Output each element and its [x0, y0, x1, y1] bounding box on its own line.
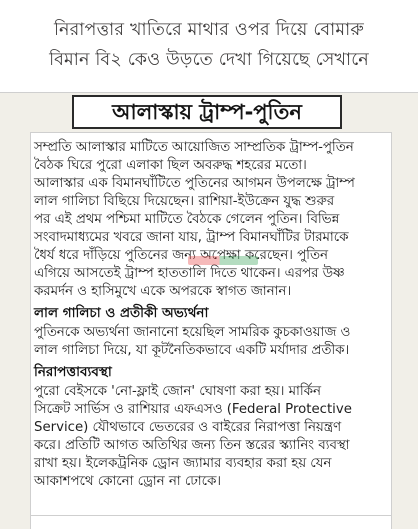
body-line: সম্প্রতি আলাস্কার মাটিতে আয়োজিত সাম্প্রতিক ট্রাম্প-পুতিন	[34, 140, 354, 155]
body-line: সিক্রেট সার্ভিস ও রাশিয়ার এফএসও (Federal Protective	[34, 402, 352, 417]
body-line: আকাশপথে কোনো ড্রোন না ঢোকে।	[34, 474, 222, 489]
headline: আলাস্কায় ট্রাম্প-পুতিন	[112, 100, 302, 124]
body-line: সংবাদমাধ্যমের খবরে জানা যায়, ট্রাম্প বিমানঘাঁটির টারমাকে	[34, 230, 349, 245]
article-panel-bottom	[30, 516, 392, 529]
body-line: এগিয়ে আসতেই ট্রাম্প হাততালি দিতে থাকেন। এরপর উষ্ণ	[34, 266, 345, 281]
body-line: পর এই প্রথম পশ্চিমা মাটিতে বৈঠকে গেলেন পুতিন। বিভিন্ন	[34, 212, 340, 227]
body-line: পুতিনকে অভ্যর্থনা জানানো হয়েছিল সামরিক কুচকাওয়াজ ও	[34, 325, 351, 340]
body-line: রাখা হয়। ইলেকট্রনিক ড্রোন জ্যামার ব্যবহার করা হয় যেন	[34, 456, 332, 471]
section-heading-red-carpet: লাল গালিচা ও প্রতীকী অভ্যর্থনা	[34, 305, 209, 321]
body-line: আলাস্কার এক বিমানঘাঁটিতে পুতিনের আগমন উপলক্ষে ট্রাম্প	[34, 176, 355, 191]
body-line: বৈঠক ঘিরে পুরো এলাকা ছিল অবরুদ্ধ শহরের মতো।	[34, 158, 307, 173]
caption-line-2: বিমান বি২ কেও উড়তে দেখা গিয়েছে সেখানে	[49, 50, 369, 70]
headline-box	[72, 95, 342, 129]
section-heading-security: নিরাপত্তাব্যবস্থা	[34, 364, 112, 380]
photo-caption	[0, 0, 418, 93]
body-line: লাল গালিচা দিয়ে, যা কূটনৈতিকভাবে একটি মর্যাদার প্রতীক।	[34, 343, 350, 358]
body-line: ধৈর্য ধরে দাঁড়িয়ে পুতিনের জন্য অপেক্ষা করেছেন। পুতিন	[34, 248, 328, 263]
body-line: Service) যৌথভাবে ভেতরের ও বাইরের নিরাপত্তা নিয়ন্ত্রণ	[34, 420, 341, 435]
caption-line-1: নিরাপত্তার খাতিরে মাথার ওপর দিয়ে বোমারু	[53, 20, 365, 40]
body-line: পুরো বেইসকে 'নো-ফ্লাই জোন' ঘোষণা করা হয়। মার্কিন	[34, 384, 321, 399]
body-line: করমর্দন ও হাসিমুখে একে অপরকে স্বাগত জানান।	[34, 284, 292, 299]
watermark-logo	[188, 253, 258, 267]
body-line: করে। প্রতিটি আগত অতিথির জন্য তিন স্তরের স্ক্যানিং ব্যবস্থা	[34, 438, 350, 453]
body-line: লাল গালিচা বিছিয়ে দিয়েছেন। রাশিয়া-ইউক্রেন যুদ্ধ শুরুর	[34, 194, 335, 209]
